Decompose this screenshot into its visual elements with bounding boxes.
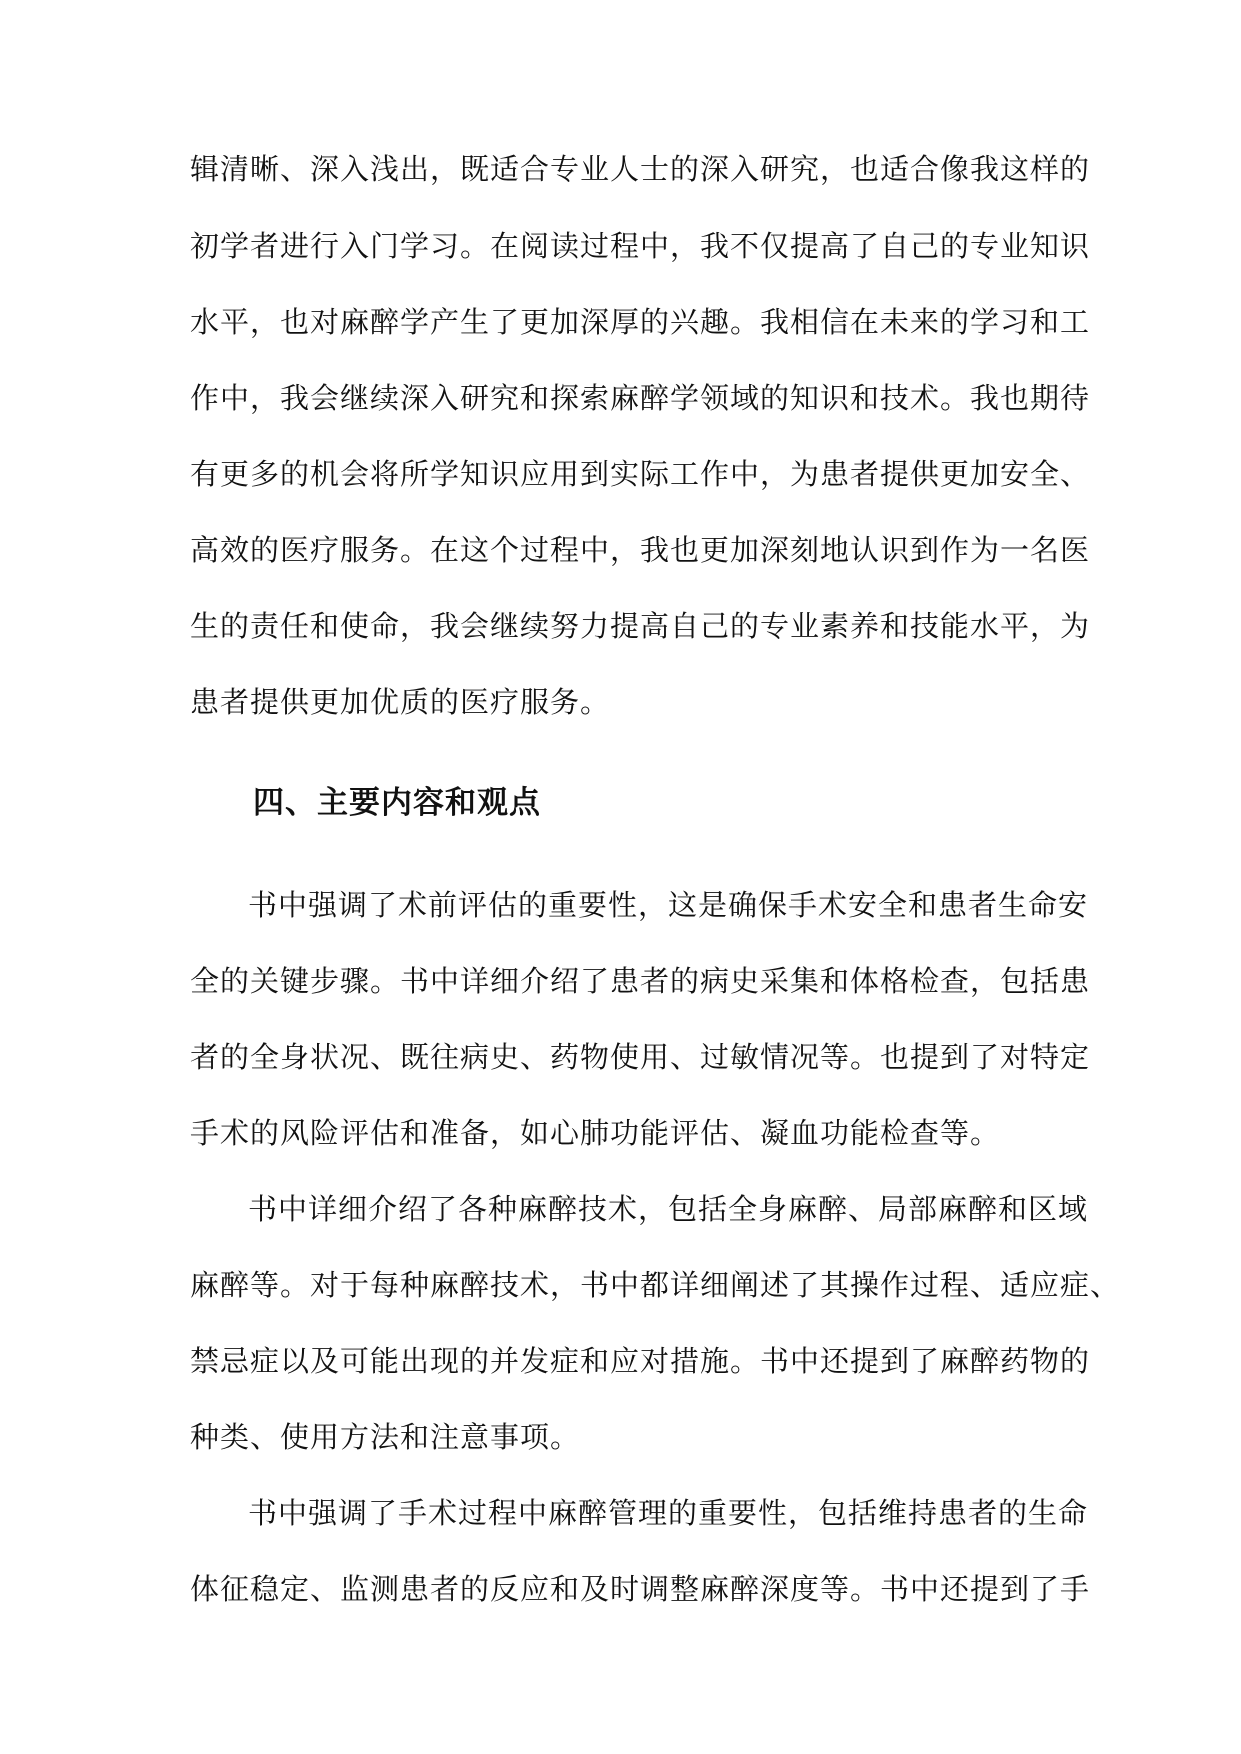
text-line: 有更多的机会将所学知识应用到实际工作中，为患者提供更加安全、 <box>190 457 1091 491</box>
text-line: 初学者进行入门学习。在阅读过程中，我不仅提高了自己的专业知识 <box>190 229 1091 263</box>
text-line: 作中，我会继续深入研究和探索麻醉学领域的知识和技术。我也期待 <box>190 381 1091 415</box>
text-line: 书中详细介绍了各种麻醉技术，包括全身麻醉、局部麻醉和区域 <box>248 1192 1089 1226</box>
text-line: 禁忌症以及可能出现的并发症和应对措施。书中还提到了麻醉药物的 <box>190 1344 1091 1378</box>
text-line: 书中强调了手术过程中麻醉管理的重要性，包括维持患者的生命 <box>248 1496 1089 1530</box>
text-line: 患者提供更加优质的医疗服务。 <box>190 685 611 719</box>
text-line: 高效的医疗服务。在这个过程中，我也更加深刻地认识到作为一名医 <box>190 533 1091 567</box>
text-line: 水平，也对麻醉学产生了更加深厚的兴趣。我相信在未来的学习和工 <box>190 305 1091 339</box>
text-line: 体征稳定、监测患者的反应和及时调整麻醉深度等。书中还提到了手 <box>190 1572 1091 1606</box>
text-line: 全的关键步骤。书中详细介绍了患者的病史采集和体格检查，包括患 <box>190 964 1091 998</box>
section-heading: 四、主要内容和观点 <box>253 785 541 821</box>
text-line: 生的责任和使命，我会继续努力提高自己的专业素养和技能水平，为 <box>190 609 1091 643</box>
text-line: 者的全身状况、既往病史、药物使用、过敏情况等。也提到了对特定 <box>190 1040 1091 1074</box>
text-line: 手术的风险评估和准备，如心肺功能评估、凝血功能检查等。 <box>190 1116 1001 1150</box>
text-line: 辑清晰、深入浅出，既适合专业人士的深入研究，也适合像我这样的 <box>190 152 1091 186</box>
text-line: 麻醉等。对于每种麻醉技术，书中都详细阐述了其操作过程、适应症、 <box>190 1268 1121 1302</box>
text-line: 种类、使用方法和注意事项。 <box>190 1420 581 1454</box>
text-line: 书中强调了术前评估的重要性，这是确保手术安全和患者生命安 <box>248 888 1089 922</box>
